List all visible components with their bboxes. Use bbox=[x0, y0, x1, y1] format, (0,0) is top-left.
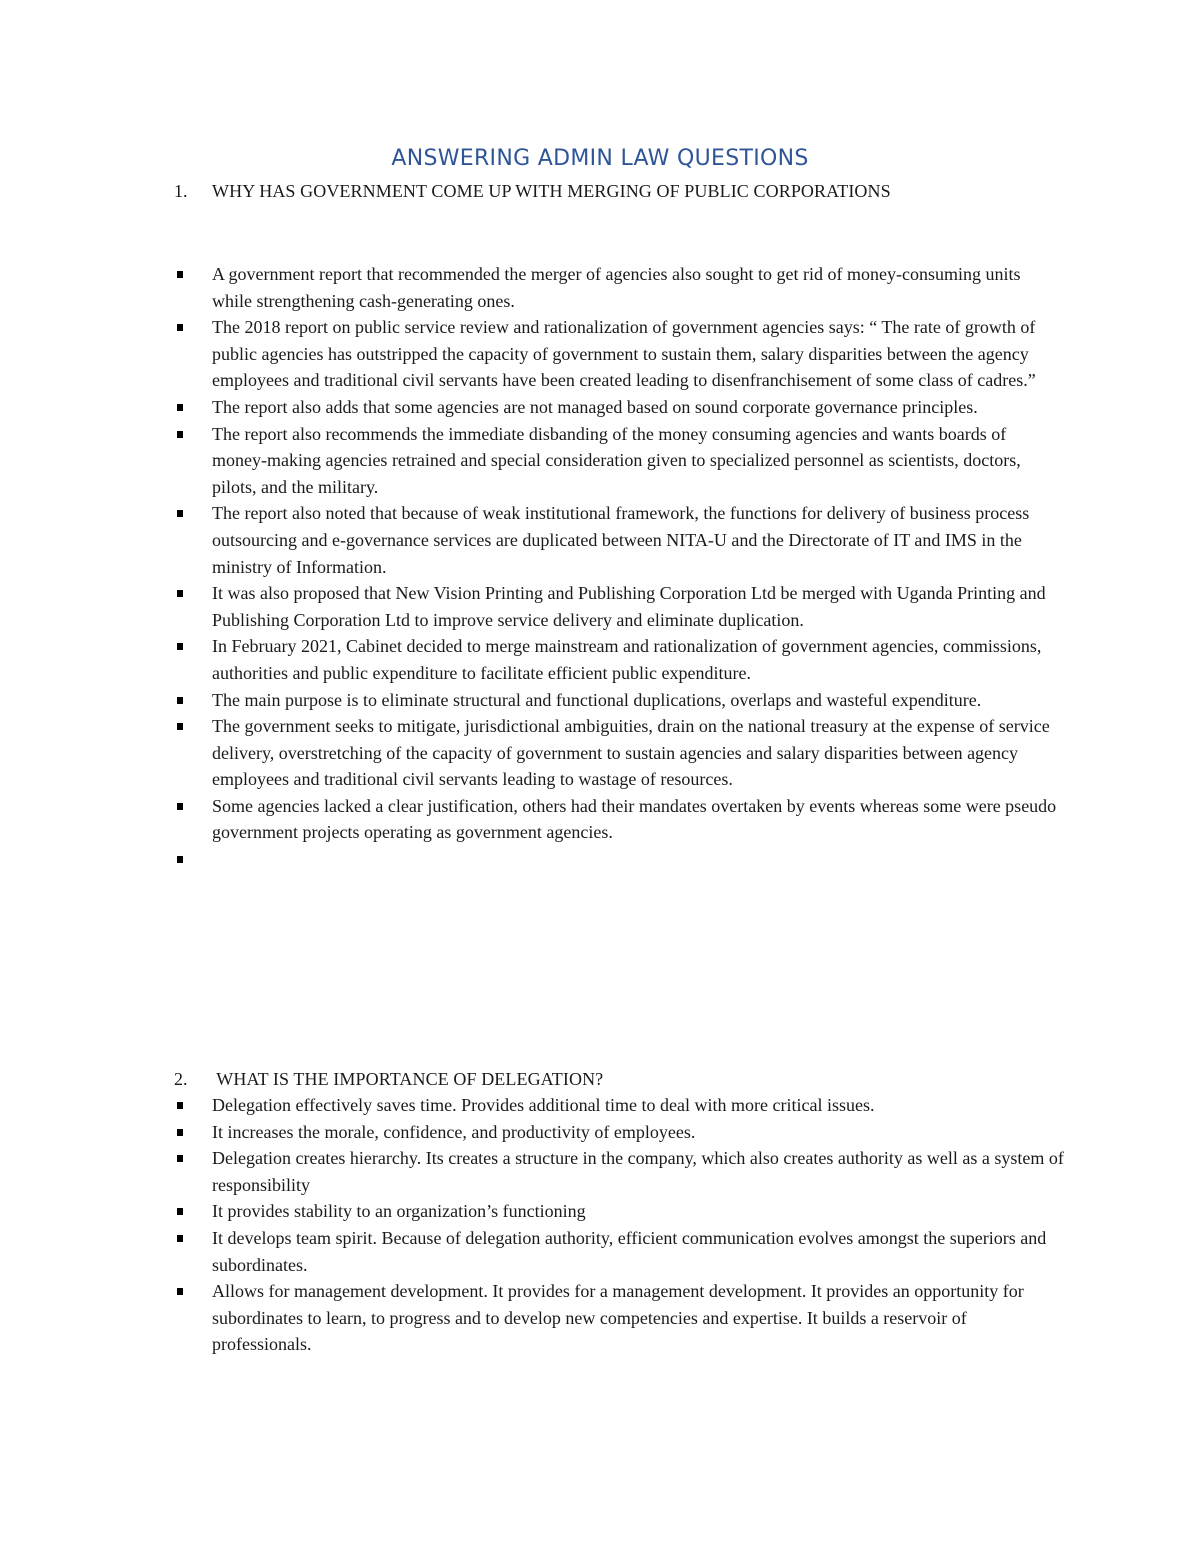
list-item: The main purpose is to eliminate structural and functional duplications, overlaps and wasteful expenditure. bbox=[174, 687, 1064, 714]
question-2-text: WHAT IS THE IMPORTANCE OF DELEGATION? bbox=[212, 1069, 604, 1089]
list-item: It provides stability to an organization’s functioning bbox=[174, 1198, 1064, 1225]
question-1-answer-list bbox=[174, 261, 1064, 873]
list-item: It was also proposed that New Vision Printing and Publishing Corporation Ltd be merged with Uganda Printing and Publishing Corporation Ltd to improve service delivery and eliminate duplication. bbox=[174, 580, 1064, 633]
list-item: The report also recommends the immediate disbanding of the money consuming agencies and wants boards of money-making agencies retrained and special consideration given to specialized personnel as scientists, doctors, pilots, and the military. bbox=[174, 421, 1064, 501]
question-2-number: 2. bbox=[174, 1069, 188, 1089]
question-2-heading bbox=[174, 1066, 603, 1092]
question-1-text: WHY HAS GOVERNMENT COME UP WITH MERGING OF PUBLIC CORPORATIONS bbox=[212, 181, 891, 201]
document-title: ANSWERING ADMIN LAW QUESTIONS bbox=[391, 146, 809, 171]
question-1-number: 1. bbox=[174, 181, 188, 201]
list-item: In February 2021, Cabinet decided to merge mainstream and rationalization of government agencies, commissions, authorities and public expenditure to facilitate efficient public expenditure. bbox=[174, 633, 1064, 686]
list-item: The 2018 report on public service review and rationalization of government agencies says: “ The rate of growth of public agencies has outstripped the capacity of government to sustain them, salary disparities between the agency employees and traditional civil servants have been created leading to disenfranchisement of some class of cadres.” bbox=[174, 314, 1064, 394]
list-item: It increases the morale, confidence, and productivity of employees. bbox=[174, 1119, 1064, 1146]
question-1-heading bbox=[174, 178, 891, 204]
list-item: Allows for management development. It provides for a management development. It provides an opportunity for subordinates to learn, to progress and to develop new competencies and expertise. It builds a reservoir of professionals. bbox=[174, 1278, 1064, 1358]
empty-list-item bbox=[174, 846, 1064, 873]
list-item: A government report that recommended the merger of agencies also sought to get rid of money-consuming units while strengthening cash-generating ones. bbox=[174, 261, 1064, 314]
list-item: The report also adds that some agencies are not managed based on sound corporate governance principles. bbox=[174, 394, 1064, 421]
list-item: Delegation effectively saves time. Provides additional time to deal with more critical issues. bbox=[174, 1092, 1064, 1119]
list-item: The government seeks to mitigate, jurisdictional ambiguities, drain on the national treasury at the expense of service delivery, overstretching of the capacity of government to sustain agencies and salary disparities between agency employees and traditional civil servants leading to wastage of resources. bbox=[174, 713, 1064, 793]
list-item: It develops team spirit. Because of delegation authority, efficient communication evolves amongst the superiors and subordinates. bbox=[174, 1225, 1064, 1278]
list-item: Some agencies lacked a clear justification, others had their mandates overtaken by events whereas some were pseudo government projects operating as government agencies. bbox=[174, 793, 1064, 846]
question-2-answer-list bbox=[174, 1092, 1064, 1358]
list-item: Delegation creates hierarchy. Its creates a structure in the company, which also creates authority as well as a system of responsibility bbox=[174, 1145, 1064, 1198]
list-item: The report also noted that because of weak institutional framework, the functions for delivery of business process outsourcing and e-governance services are duplicated between NITA-U and the Directorate of IT and IMS in the ministry of Information. bbox=[174, 500, 1064, 580]
